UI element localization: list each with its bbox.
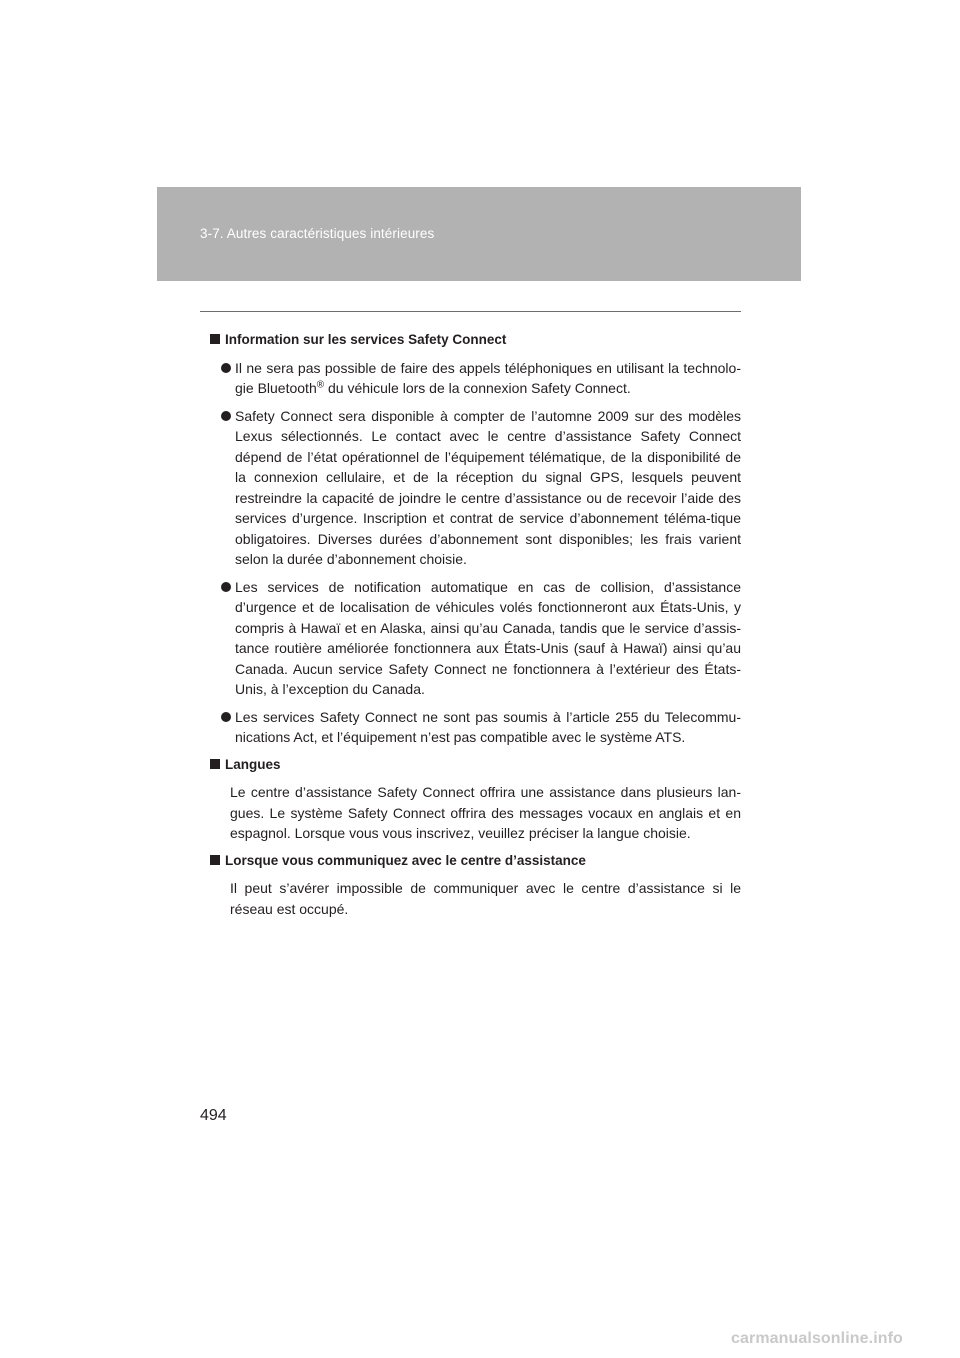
bullet-text-part: du véhicule lors de la connexion Safety Connect. xyxy=(324,380,631,396)
list-item xyxy=(221,358,741,399)
paragraph-langues: Le centre d’assistance Safety Connect offrira une assistance dans plusieurs lan-gues. Le système Safety Connect offrira des messages vocaux en anglais et en espagnol. Lorsque vous vous inscrivez, veuillez préciser la langue choisie. xyxy=(230,784,741,841)
heading-text: Lorsque vous communiquez avec le centre d’assistance xyxy=(225,852,586,868)
round-bullet-icon xyxy=(221,712,231,722)
page-content xyxy=(210,330,741,926)
registered-mark: ® xyxy=(316,379,325,391)
list-item xyxy=(221,406,741,570)
header-divider xyxy=(200,311,741,312)
bullet-text: Les services de notification automatique en cas de collision, d’assistance d’urgence et de localisation de véhicules volés fonctionneront aux États-Unis, y compris à Hawaï et en Alaska, ainsi qu’au Canada, tandis que le service d’assis-tance routière améliorée fonctionnera aux États-Unis (sauf à Hawaï) ainsi qu’au Canada. Aucun service Safety Connect ne fonctionnera à l’extérieur des États-Unis, à l’exception du Canada. xyxy=(235,578,741,697)
bullet-text: Les services Safety Connect ne sont pas soumis à l’article 255 du Telecommu-nications Act, et l’équipement n’est pas compatible avec le système ATS. xyxy=(235,708,741,745)
watermark: carmanualsonline.info xyxy=(731,1330,903,1347)
round-bullet-icon xyxy=(221,411,231,421)
round-bullet-icon xyxy=(221,582,231,592)
list-item xyxy=(221,707,741,748)
heading-safety-connect xyxy=(210,330,741,351)
square-bullet-icon xyxy=(210,855,220,865)
heading-text: Information sur les services Safety Connect xyxy=(225,332,507,347)
page-number: 494 xyxy=(200,1107,227,1124)
bullet-text xyxy=(235,358,741,399)
bullet-text-part: Il ne sera pas possible de faire des appels téléphoniques en utilisant la technolo-gie Bluetooth xyxy=(235,359,741,396)
square-bullet-icon xyxy=(210,334,220,344)
square-bullet-icon xyxy=(210,759,220,769)
heading-communication xyxy=(210,851,741,872)
paragraph-communication: Il peut s’avérer impossible de communiquer avec le centre d’assistance si le réseau est occupé. xyxy=(230,880,741,917)
heading-text: Langues xyxy=(225,756,281,772)
list-item xyxy=(221,577,741,700)
bullet-text: Safety Connect sera disponible à compter de l’automne 2009 sur des modèles Lexus sélectionnés. Le contact avec le centre d’assistance Safety Connect dépend de l’état opérationnel de l’équipement télématique, de la disponibilité de la connexion cellulaire, et de la réception du signal GPS, lesquels peuvent restreindre la capacité de joindre le centre d’assistance ou de recevoir l’aide des services d’urgence. Inscription et contrat de service d’abonnement téléma-tique obligatoires. Diverses durées d’abonnement sont disponibles; les frais varient selon la durée d’abonnement choisie. xyxy=(235,407,741,567)
heading-langues xyxy=(210,755,741,776)
section-title: 3-7. Autres caractéristiques intérieures xyxy=(200,226,435,241)
round-bullet-icon xyxy=(221,363,231,373)
